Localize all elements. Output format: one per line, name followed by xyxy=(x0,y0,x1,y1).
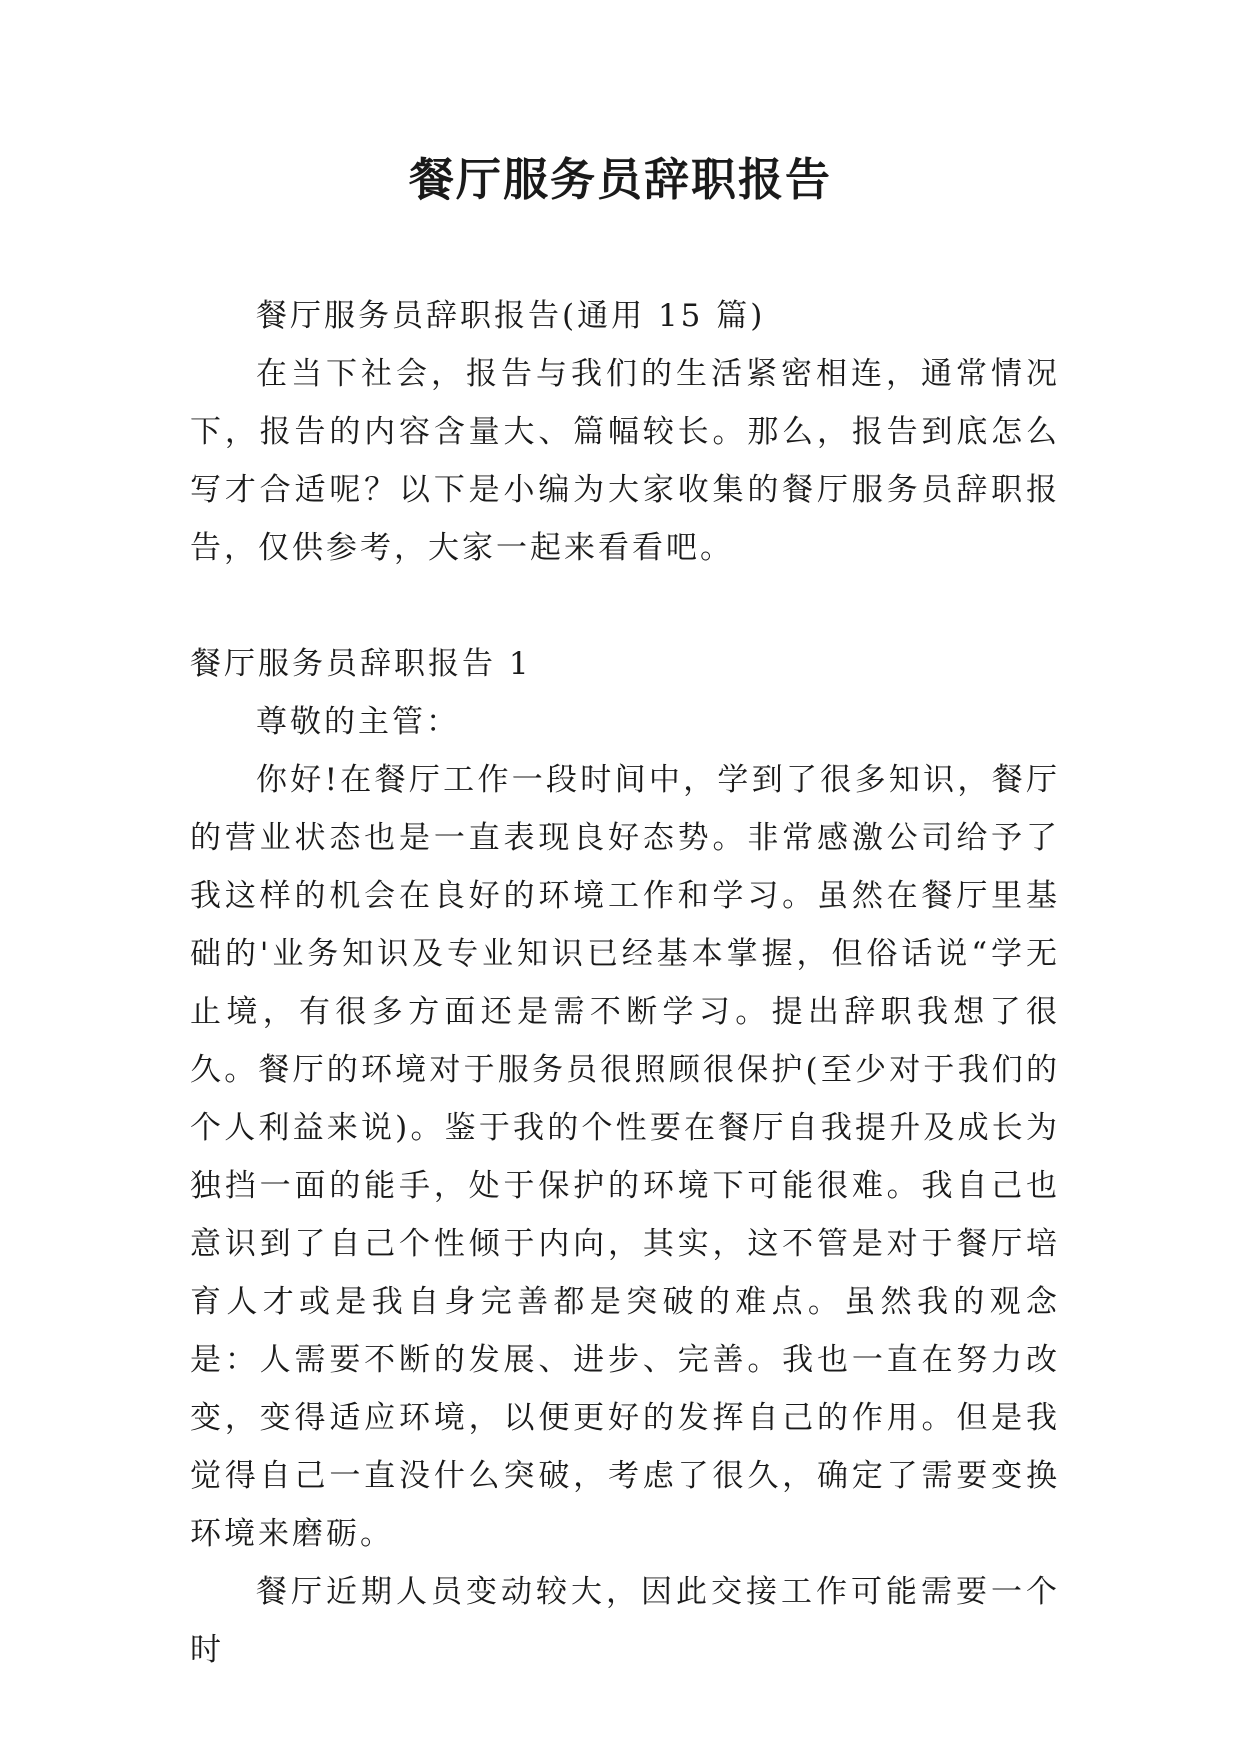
paragraph-gap xyxy=(190,577,1060,635)
body-paragraph-1: 你好!在餐厅工作一段时间中，学到了很多知识，餐厅的营业状态也是一直表现良好态势。非常感激公司给予了我这样的机会在良好的环境工作和学习。虽然在餐厅里基础的'业务知识及专业知识已经基本掌握，但俗话说“学无止境，有很多方面还是需不断学习。提出辞职我想了很久。餐厅的环境对于服务员很照顾很保护(至少对于我们的个人利益来说)。鉴于我的个性要在餐厅自我提升及成长为独挡一面的能手，处于保护的环境下可能很难。我自己也意识到了自己个性倾于内向，其实，这不管是对于餐厅培育人才或是我自身完善都是突破的难点。虽然我的观念是：人需要不断的发展、进步、完善。我也一直在努力改变，变得适应环境，以便更好的发挥自己的作用。但是我觉得自己一直没什么突破，考虑了很久，确定了需要变换环境来磨砺。 xyxy=(190,762,1060,1552)
document-body xyxy=(190,287,1060,1679)
body-paragraph-2: 餐厅近期人员变动较大，因此交接工作可能需要一个时 xyxy=(190,1574,1060,1668)
document-subtitle: 餐厅服务员辞职报告(通用 15 篇) xyxy=(256,298,766,334)
intro-paragraph: 在当下社会，报告与我们的生活紧密相连，通常情况下，报告的内容含量大、篇幅较长。那么，报告到底怎么写才合适呢？以下是小编为大家收集的餐厅服务员辞职报告，仅供参考，大家一起来看看吧。 xyxy=(190,356,1060,566)
document-title: 餐厅服务员辞职报告 xyxy=(408,153,832,206)
salutation: 尊敬的主管： xyxy=(256,704,460,740)
section-heading: 餐厅服务员辞职报告 1 xyxy=(190,646,532,682)
